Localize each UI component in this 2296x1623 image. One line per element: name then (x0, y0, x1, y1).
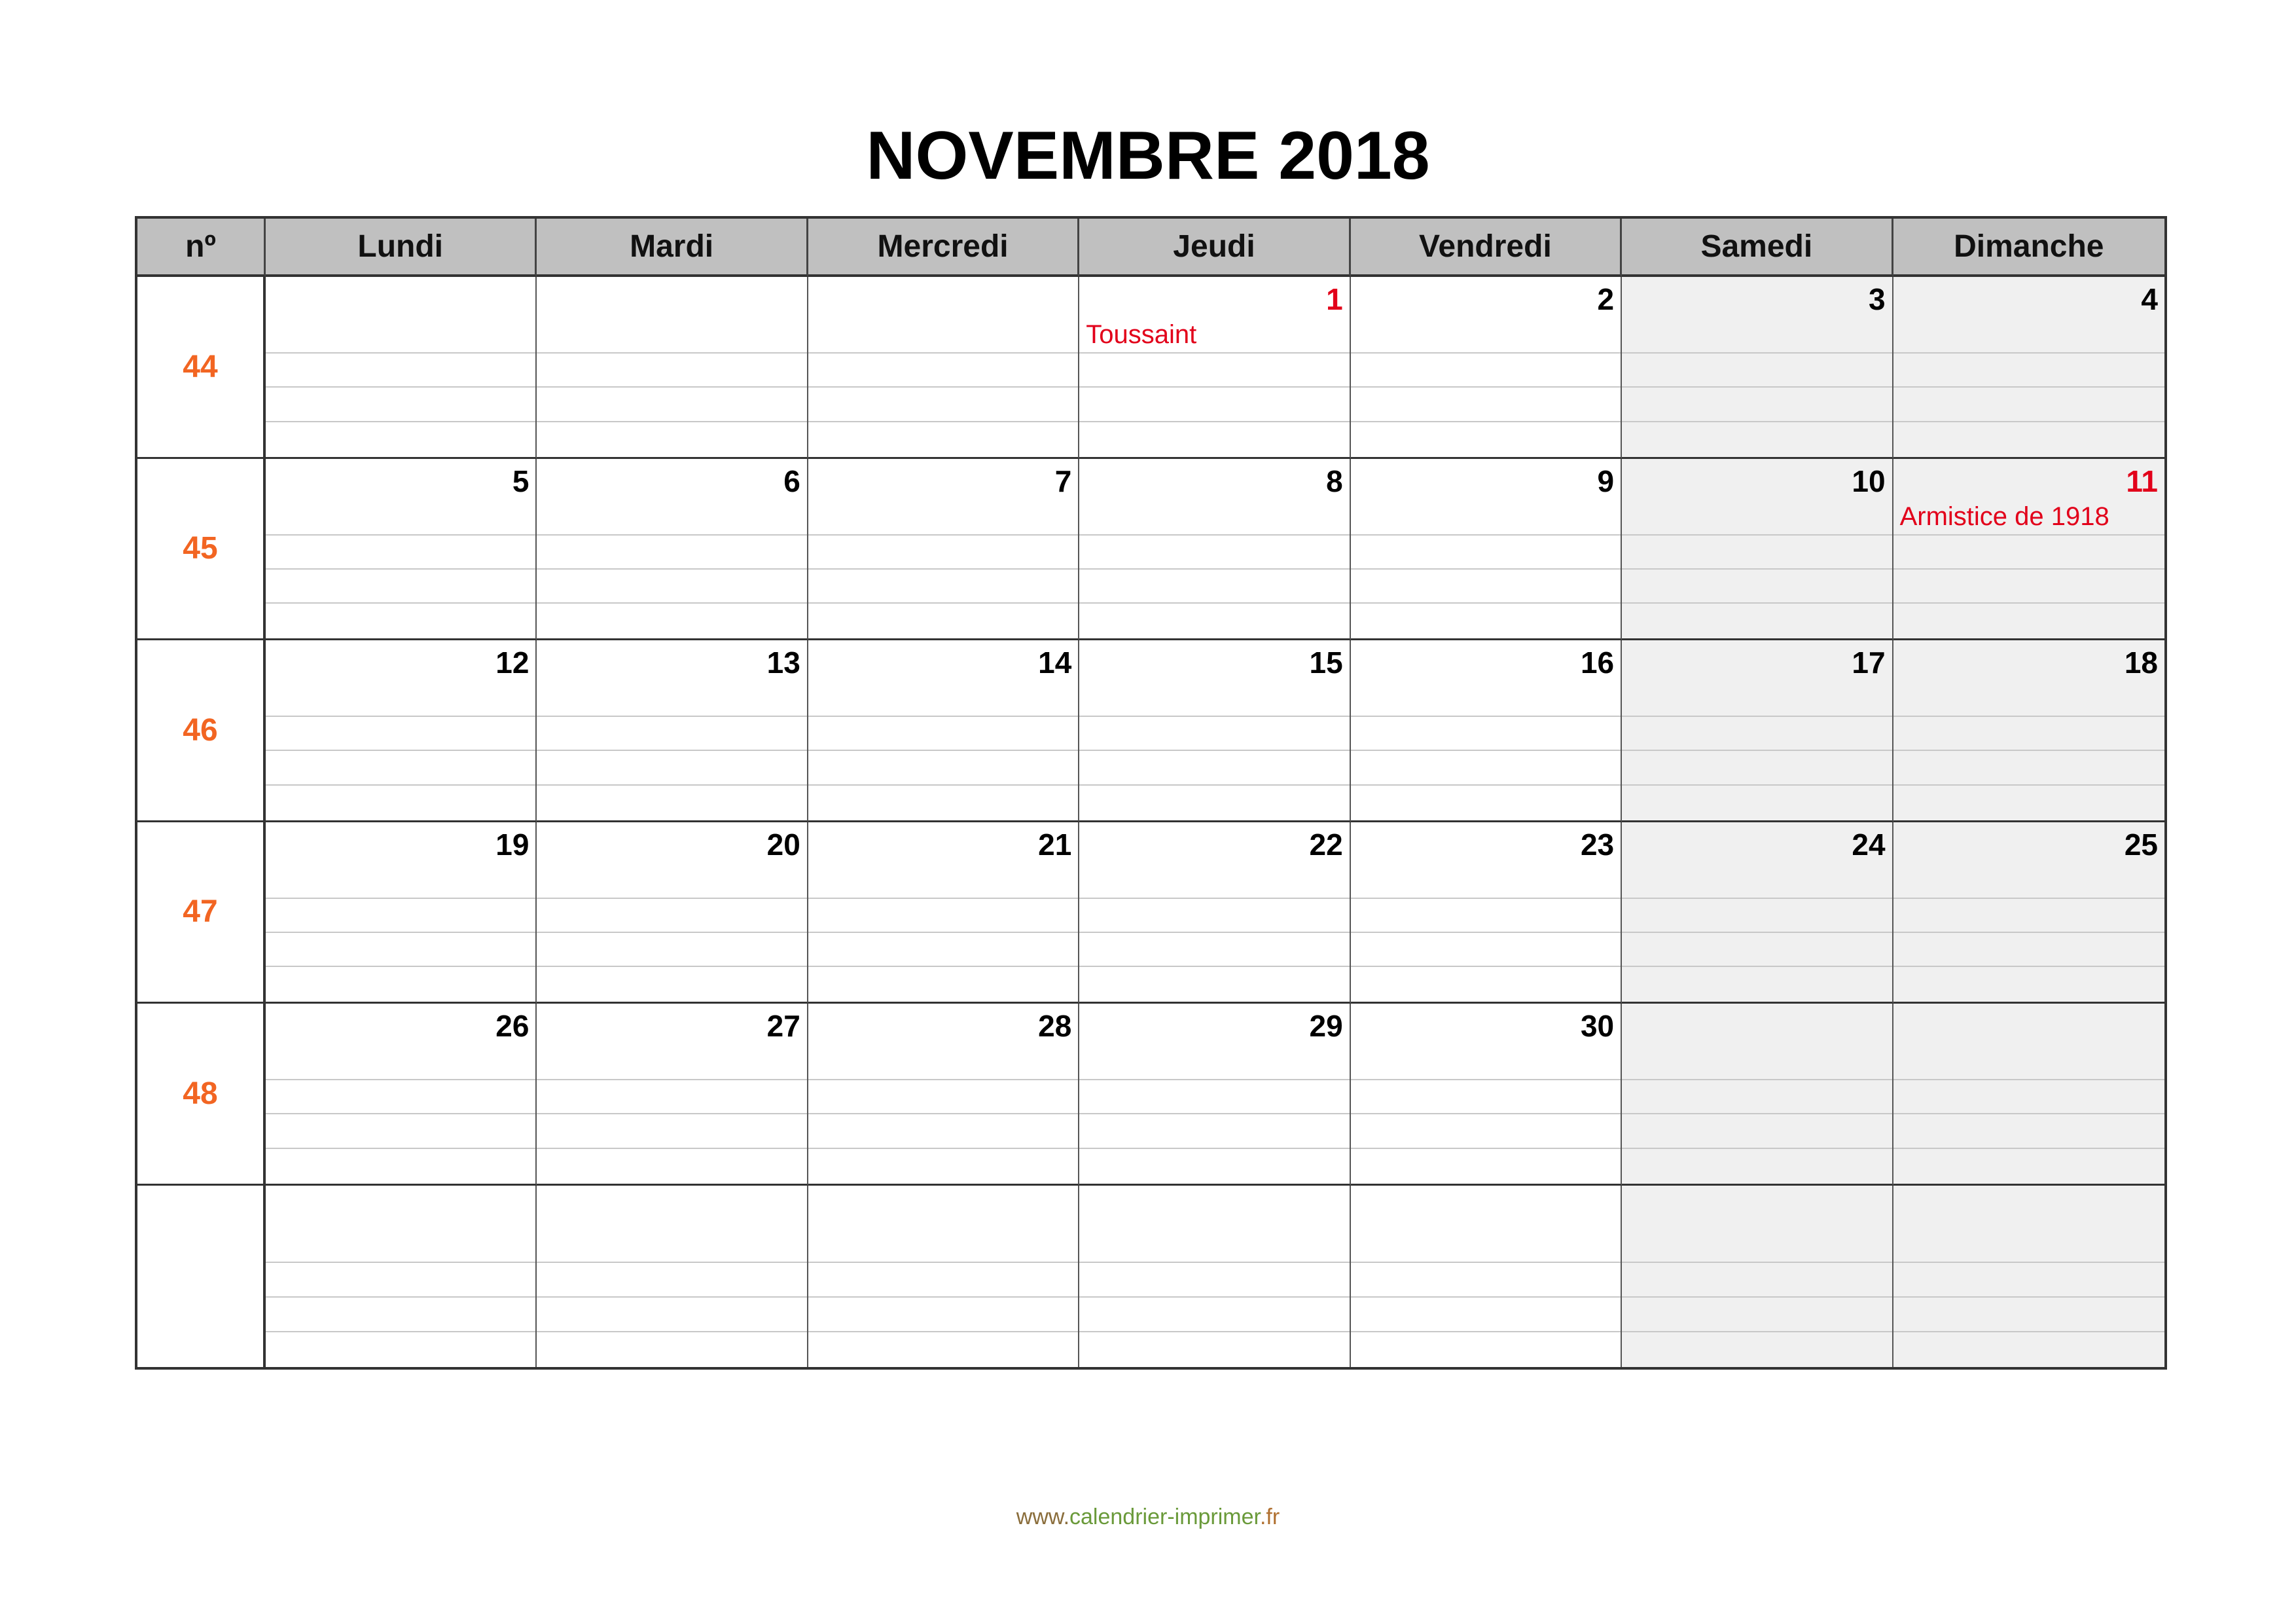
day-cell[interactable] (808, 1004, 1079, 1186)
writing-line (1893, 1331, 2164, 1332)
writing-line (1893, 352, 2164, 354)
day-cell[interactable] (537, 640, 808, 822)
day-number: 20 (766, 827, 800, 862)
day-cell[interactable] (1622, 1004, 1893, 1186)
writing-line (537, 386, 806, 388)
day-number: 1 (1326, 282, 1343, 316)
writing-line (266, 602, 535, 604)
week-number: 45 (137, 459, 266, 641)
writing-line (1079, 352, 1349, 354)
day-number: 3 (1868, 282, 1886, 316)
writing-line (1079, 1148, 1349, 1149)
day-cell[interactable] (1893, 822, 2164, 1004)
day-number: 17 (1852, 646, 1886, 680)
writing-line (808, 1331, 1078, 1332)
day-number: 7 (1054, 464, 1072, 498)
writing-line (266, 750, 535, 751)
day-number: 26 (495, 1009, 529, 1043)
day-cell[interactable] (1622, 277, 1893, 459)
day-cell[interactable] (1893, 1186, 2164, 1368)
day-number: 15 (1309, 646, 1343, 680)
day-number: 23 (1580, 827, 1615, 862)
writing-line (266, 534, 535, 536)
writing-line (1079, 716, 1349, 717)
writing-line (1079, 1262, 1349, 1263)
writing-line (1079, 534, 1349, 536)
day-cell[interactable] (808, 277, 1079, 459)
day-cell[interactable] (1893, 459, 2164, 641)
writing-line (1079, 568, 1349, 570)
writing-line (266, 1331, 535, 1332)
writing-line (537, 1079, 806, 1080)
writing-line (537, 1113, 806, 1114)
writing-line (1622, 386, 1892, 388)
day-cell[interactable] (1622, 640, 1893, 822)
writing-line (1079, 386, 1349, 388)
writing-line (537, 1262, 806, 1263)
writing-line (1351, 534, 1621, 536)
header-day-jeudi: Jeudi (1079, 219, 1350, 277)
writing-line (266, 898, 535, 899)
header-day-mardi: Mardi (537, 219, 808, 277)
header-week-number: nº (137, 219, 266, 277)
footer-domain: calendrier-imprimer (1069, 1504, 1260, 1529)
day-number: 13 (766, 646, 800, 680)
writing-line (1622, 932, 1892, 933)
writing-line (1351, 1079, 1621, 1080)
writing-line (808, 898, 1078, 899)
writing-line (1351, 1262, 1621, 1263)
writing-line (1893, 932, 2164, 933)
writing-line (1351, 932, 1621, 933)
day-number: 18 (2124, 646, 2158, 680)
day-number: 28 (1038, 1009, 1072, 1043)
writing-line (1893, 966, 2164, 967)
writing-line (1079, 932, 1349, 933)
writing-line (1622, 602, 1892, 604)
writing-line (1893, 898, 2164, 899)
day-cell[interactable] (537, 822, 808, 1004)
day-cell[interactable] (1622, 1186, 1893, 1368)
writing-line (1622, 1113, 1892, 1114)
header-day-lundi: Lundi (266, 219, 537, 277)
holiday-label: Armistice de 1918 (1899, 501, 2109, 531)
day-cell[interactable] (808, 1186, 1079, 1368)
header-day-vendredi: Vendredi (1351, 219, 1622, 277)
day-cell[interactable] (266, 640, 537, 822)
day-cell[interactable] (537, 1004, 808, 1186)
writing-line (1622, 421, 1892, 422)
writing-line (1351, 1113, 1621, 1114)
day-number: 11 (2126, 464, 2158, 498)
writing-line (808, 1148, 1078, 1149)
writing-line (1079, 898, 1349, 899)
writing-line (808, 932, 1078, 933)
day-number: 25 (2124, 827, 2158, 862)
writing-line (1351, 1331, 1621, 1332)
day-number: 6 (783, 464, 800, 498)
week-number: 46 (137, 640, 266, 822)
writing-line (808, 716, 1078, 717)
week-number: 48 (137, 1004, 266, 1186)
writing-line (266, 352, 535, 354)
day-number: 19 (495, 827, 529, 862)
day-cell[interactable] (1893, 277, 2164, 459)
writing-line (1622, 716, 1892, 717)
writing-line (1893, 1079, 2164, 1080)
day-cell[interactable] (537, 459, 808, 641)
writing-line (1622, 784, 1892, 786)
day-number: 21 (1038, 827, 1072, 862)
writing-line (266, 716, 535, 717)
writing-line (1622, 1148, 1892, 1149)
writing-line (1893, 1113, 2164, 1114)
writing-line (808, 421, 1078, 422)
writing-line (1893, 1148, 2164, 1149)
day-cell[interactable] (808, 640, 1079, 822)
writing-line (1351, 898, 1621, 899)
header-day-mercredi: Mercredi (808, 219, 1079, 277)
day-number: 10 (1852, 464, 1886, 498)
writing-line (1079, 1113, 1349, 1114)
writing-line (1079, 1331, 1349, 1332)
day-cell[interactable] (1079, 822, 1350, 1004)
footer-suffix: .fr (1259, 1504, 1280, 1529)
day-cell[interactable] (808, 822, 1079, 1004)
writing-line (1893, 568, 2164, 570)
writing-line (808, 386, 1078, 388)
day-cell[interactable] (1893, 1004, 2164, 1186)
week-number (137, 1186, 266, 1368)
day-cell[interactable] (1351, 640, 1622, 822)
day-cell[interactable] (808, 459, 1079, 641)
writing-line (266, 1113, 535, 1114)
writing-line (266, 386, 535, 388)
writing-line (1079, 784, 1349, 786)
writing-line (1622, 1262, 1892, 1263)
writing-line (266, 784, 535, 786)
writing-line (537, 1148, 806, 1149)
writing-line (808, 966, 1078, 967)
week-number: 47 (137, 822, 266, 1004)
writing-line (1351, 352, 1621, 354)
day-cell[interactable] (1622, 459, 1893, 641)
writing-line (1351, 716, 1621, 717)
writing-line (537, 1331, 806, 1332)
writing-line (808, 602, 1078, 604)
writing-line (1893, 534, 2164, 536)
writing-line (1622, 1296, 1892, 1298)
writing-line (537, 602, 806, 604)
writing-line (266, 1079, 535, 1080)
writing-line (537, 534, 806, 536)
writing-line (1622, 568, 1892, 570)
writing-line (1622, 1079, 1892, 1080)
day-number: 29 (1309, 1009, 1343, 1043)
writing-line (1893, 421, 2164, 422)
writing-line (266, 1296, 535, 1298)
writing-line (1622, 966, 1892, 967)
day-cell[interactable] (1351, 459, 1622, 641)
day-cell[interactable] (537, 277, 808, 459)
day-number: 30 (1580, 1009, 1615, 1043)
day-cell[interactable] (1351, 1186, 1622, 1368)
writing-line (266, 421, 535, 422)
writing-line (1893, 1296, 2164, 1298)
writing-line (1622, 1331, 1892, 1332)
writing-line (1893, 1262, 2164, 1263)
writing-line (1893, 602, 2164, 604)
day-cell[interactable] (1351, 822, 1622, 1004)
writing-line (537, 932, 806, 933)
day-number: 16 (1580, 646, 1615, 680)
header-day-dimanche: Dimanche (1893, 219, 2164, 277)
day-number: 8 (1326, 464, 1343, 498)
day-cell[interactable] (1079, 277, 1350, 459)
calendar-grid (135, 216, 2167, 1370)
writing-line (266, 932, 535, 933)
writing-line (1079, 1296, 1349, 1298)
writing-line (808, 750, 1078, 751)
writing-line (537, 352, 806, 354)
writing-line (1622, 534, 1892, 536)
day-cell[interactable] (1622, 822, 1893, 1004)
writing-line (537, 966, 806, 967)
writing-line (1351, 1148, 1621, 1149)
day-number: 24 (1852, 827, 1886, 862)
day-number: 2 (1597, 282, 1615, 316)
writing-line (1079, 750, 1349, 751)
writing-line (1351, 568, 1621, 570)
week-number: 44 (137, 277, 266, 459)
writing-line (1893, 386, 2164, 388)
writing-line (1622, 898, 1892, 899)
writing-line (1351, 602, 1621, 604)
writing-line (537, 421, 806, 422)
day-number: 5 (512, 464, 529, 498)
writing-line (1079, 1079, 1349, 1080)
writing-line (537, 898, 806, 899)
writing-line (808, 352, 1078, 354)
day-number: 27 (766, 1009, 800, 1043)
writing-line (1351, 386, 1621, 388)
day-cell[interactable] (266, 277, 537, 459)
writing-line (537, 750, 806, 751)
writing-line (1351, 1296, 1621, 1298)
writing-line (1893, 716, 2164, 717)
day-cell[interactable] (1893, 640, 2164, 822)
day-cell[interactable] (266, 459, 537, 641)
writing-line (808, 568, 1078, 570)
writing-line (1351, 421, 1621, 422)
writing-line (1622, 352, 1892, 354)
writing-line (537, 716, 806, 717)
day-cell[interactable] (1079, 1004, 1350, 1186)
footer-website (0, 1503, 2296, 1531)
writing-line (1622, 750, 1892, 751)
day-cell[interactable] (1079, 459, 1350, 641)
writing-line (537, 784, 806, 786)
writing-line (808, 784, 1078, 786)
writing-line (1351, 966, 1621, 967)
day-cell[interactable] (1079, 640, 1350, 822)
writing-line (808, 1079, 1078, 1080)
day-cell[interactable] (266, 1004, 537, 1186)
writing-line (1079, 421, 1349, 422)
writing-line (266, 568, 535, 570)
writing-line (808, 1262, 1078, 1263)
writing-line (1351, 784, 1621, 786)
day-cell[interactable] (1351, 277, 1622, 459)
writing-line (266, 1262, 535, 1263)
day-cell[interactable] (266, 822, 537, 1004)
holiday-label: Toussaint (1086, 320, 1197, 349)
footer-prefix: www. (1016, 1504, 1070, 1529)
day-number: 14 (1038, 646, 1072, 680)
day-cell[interactable] (537, 1186, 808, 1368)
day-cell[interactable] (1079, 1186, 1350, 1368)
writing-line (266, 1148, 535, 1149)
writing-line (808, 534, 1078, 536)
writing-line (808, 1296, 1078, 1298)
page-title: NOVEMBRE 2018 (866, 118, 1430, 194)
writing-line (266, 966, 535, 967)
writing-line (1079, 966, 1349, 967)
day-cell[interactable] (1351, 1004, 1622, 1186)
writing-line (1079, 602, 1349, 604)
writing-line (1351, 750, 1621, 751)
day-number: 12 (495, 646, 529, 680)
day-number: 9 (1597, 464, 1615, 498)
writing-line (537, 568, 806, 570)
day-cell[interactable] (266, 1186, 537, 1368)
writing-line (1893, 784, 2164, 786)
day-number: 4 (2141, 282, 2158, 316)
day-number: 22 (1309, 827, 1343, 862)
writing-line (808, 1113, 1078, 1114)
writing-line (537, 1296, 806, 1298)
writing-line (1893, 750, 2164, 751)
header-day-samedi: Samedi (1622, 219, 1893, 277)
